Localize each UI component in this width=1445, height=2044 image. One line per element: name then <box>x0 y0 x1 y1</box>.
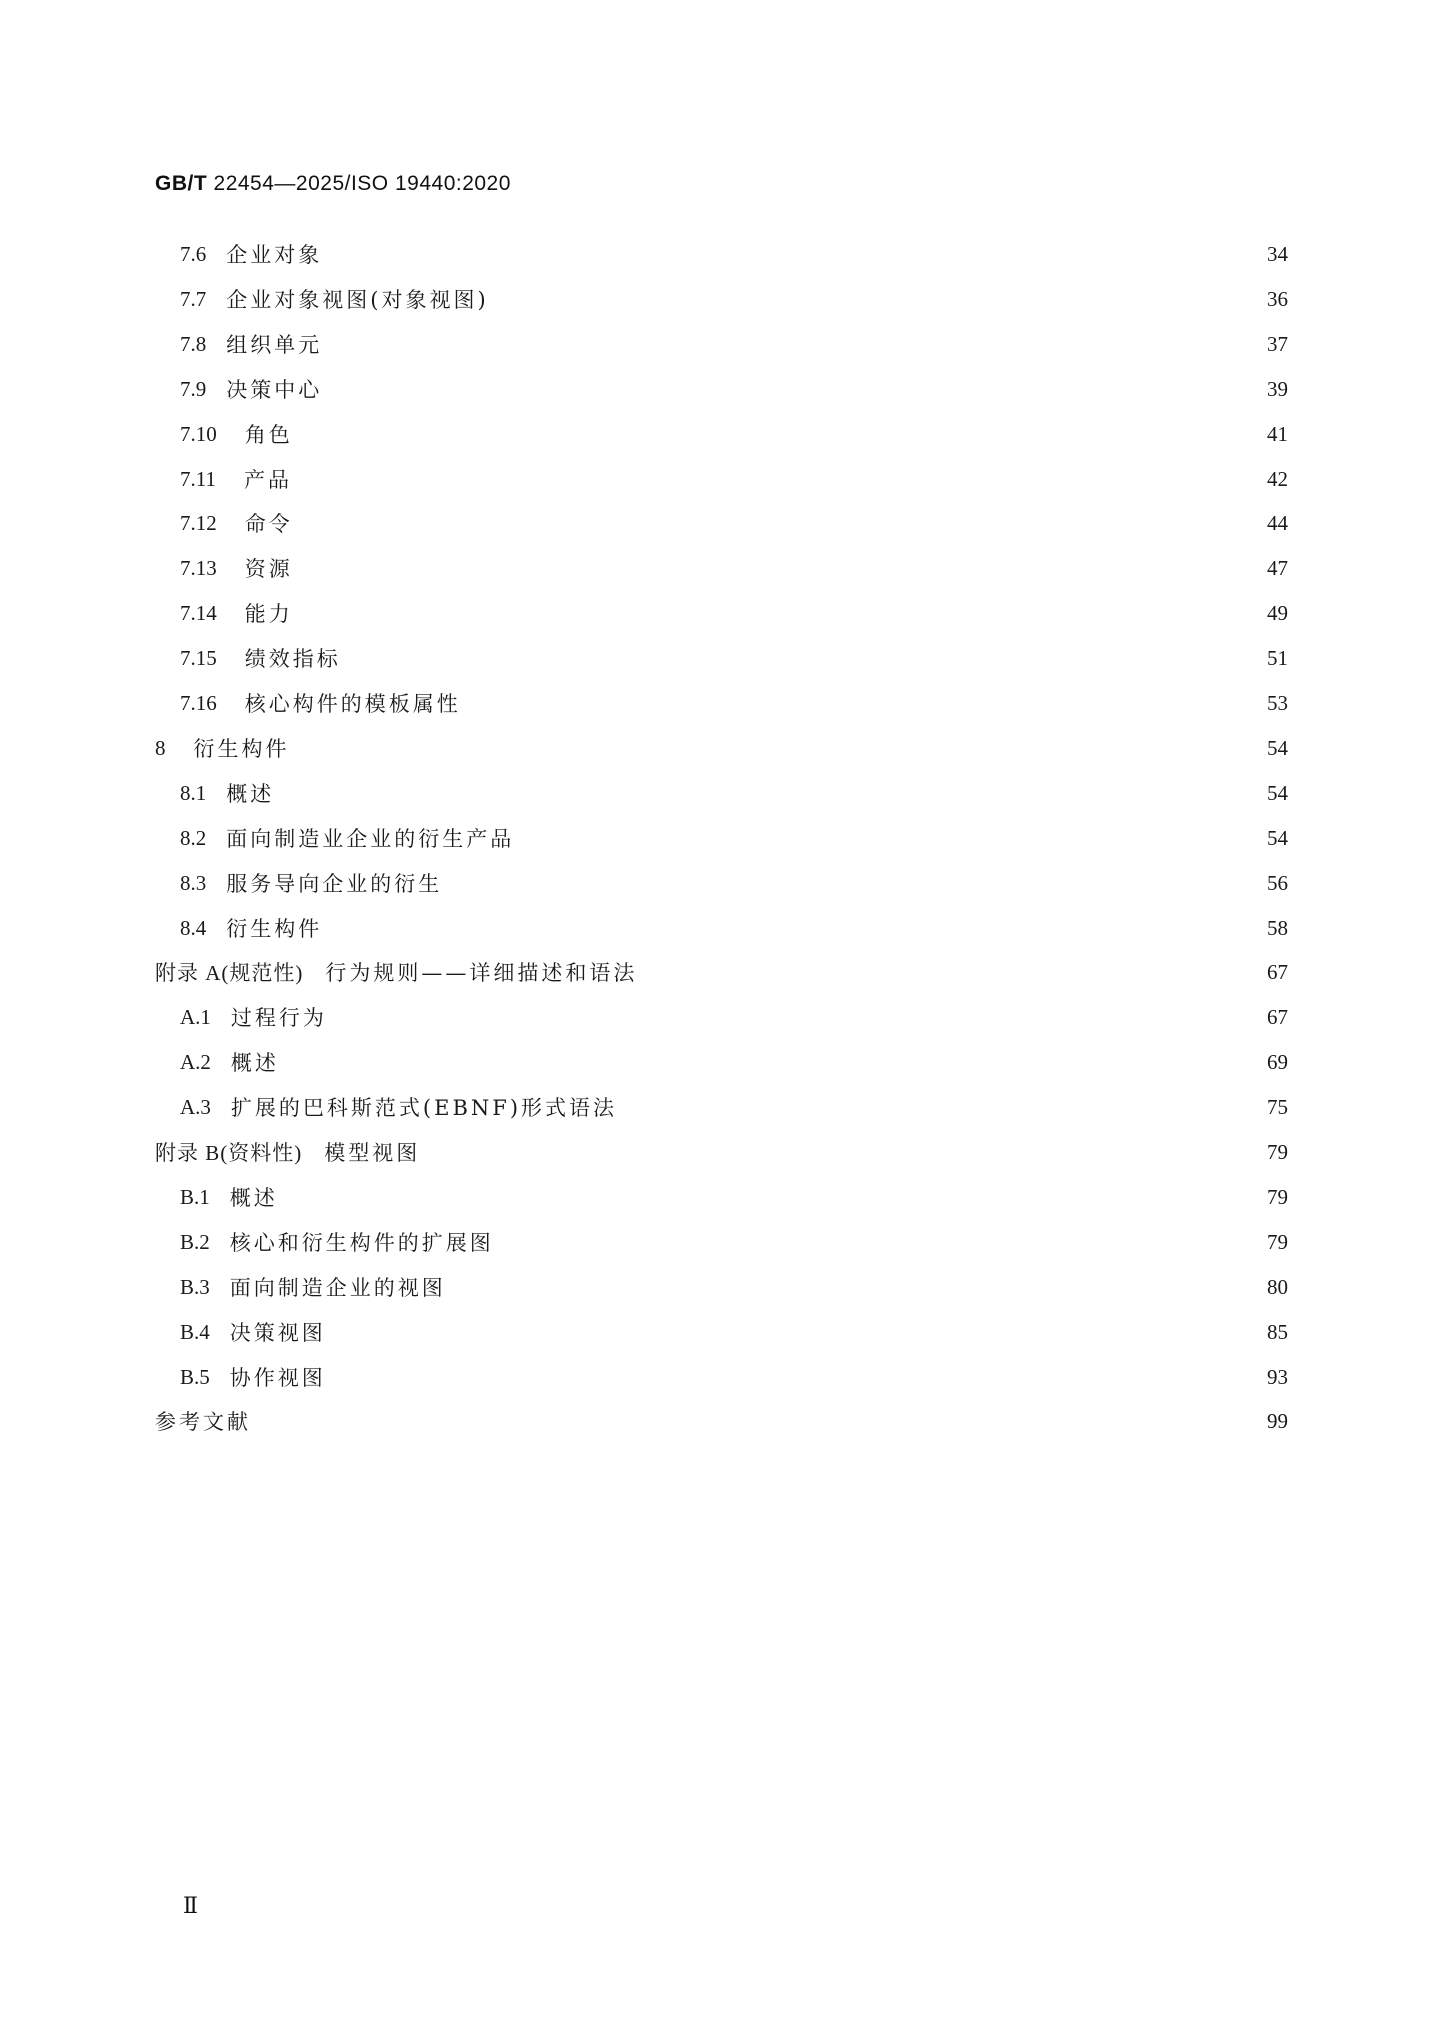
toc-entry-number: 7.7 <box>180 286 207 311</box>
toc-entry-page-number: 85 <box>1267 1319 1288 1344</box>
toc-leader-dots <box>347 647 1252 669</box>
toc-entry-title: 面向制造企业的视图 <box>229 1276 446 1300</box>
toc-entry-title: 衍生构件 <box>193 737 290 761</box>
toc-entry-number: 附录 A(规范性) <box>155 961 304 985</box>
toc-entry[interactable] <box>180 638 1288 678</box>
toc-entry-title: 决策中心 <box>226 378 323 402</box>
toc-leader-dots <box>452 1276 1252 1298</box>
toc-leader-dots <box>623 1096 1252 1118</box>
toc-leader-dots <box>257 1410 1252 1432</box>
standard-code: GB/T <box>155 172 208 195</box>
toc-entry-number: 8.3 <box>180 870 207 895</box>
toc-entry-title: 产品 <box>243 468 292 492</box>
toc-leader-dots <box>299 557 1252 579</box>
toc-entry-number: 7.10 <box>180 421 217 446</box>
toc-entry-page-number: 49 <box>1267 600 1288 625</box>
toc-entry-number: B.3 <box>180 1274 210 1299</box>
toc-entry[interactable] <box>180 1312 1288 1352</box>
toc-entry[interactable] <box>155 728 1288 768</box>
toc-entry-number: A.2 <box>180 1049 211 1074</box>
toc-entry[interactable] <box>180 548 1288 588</box>
toc-entry-title: 参考文献 <box>155 1410 251 1434</box>
toc-entry-number: 7.13 <box>180 555 217 580</box>
toc-leader-dots <box>299 512 1252 534</box>
toc-entry-title: 角色 <box>244 423 293 447</box>
toc-entry[interactable] <box>180 279 1288 319</box>
toc-entry-page-number: 53 <box>1267 690 1288 715</box>
toc-entry-page-number: 54 <box>1267 780 1288 805</box>
toc-entry[interactable] <box>155 1132 1288 1172</box>
toc-entry-title: 协作视图 <box>229 1366 326 1390</box>
toc-entry-title: 绩效指标 <box>244 647 341 671</box>
toc-entry-page-number: 54 <box>1267 735 1288 760</box>
toc-entry-page-number: 75 <box>1267 1094 1288 1119</box>
toc-entry-page-number: 79 <box>1267 1229 1288 1254</box>
toc-entry-number: 8.1 <box>180 780 207 805</box>
toc-entry-page-number: 79 <box>1267 1184 1288 1209</box>
toc-entry-page-number: 36 <box>1267 286 1288 311</box>
toc-leader-dots <box>495 288 1252 310</box>
toc-leader-dots <box>296 737 1253 759</box>
toc-entry[interactable] <box>180 369 1288 409</box>
toc-entry-number: 7.11 <box>180 466 216 491</box>
toc-entry[interactable] <box>180 1357 1288 1397</box>
toc-leader-dots <box>332 1321 1252 1343</box>
toc-leader-dots <box>284 1186 1252 1208</box>
toc-entry-title: 命令 <box>244 512 293 536</box>
toc-entry-title: 概述 <box>229 1186 278 1210</box>
toc-entry-page-number: 42 <box>1267 466 1288 491</box>
toc-entry-page-number: 44 <box>1267 510 1288 535</box>
toc-entry-title: 概述 <box>230 1051 279 1075</box>
toc-leader-dots <box>328 333 1252 355</box>
toc-leader-dots <box>285 1051 1252 1073</box>
toc-entry-number: B.2 <box>180 1229 210 1254</box>
toc-entry[interactable] <box>180 1177 1288 1217</box>
toc-entry-number: B.4 <box>180 1319 210 1344</box>
toc-entry[interactable] <box>180 324 1288 364</box>
toc-leader-dots <box>426 1141 1252 1163</box>
toc-entry-number: B.5 <box>180 1364 210 1389</box>
toc-entry[interactable] <box>180 818 1288 858</box>
toc-leader-dots <box>328 243 1252 265</box>
toc-entry-title: 企业对象视图(对象视图) <box>226 288 489 312</box>
toc-entry[interactable] <box>180 414 1288 454</box>
toc-leader-dots <box>299 423 1252 445</box>
toc-entry-page-number: 69 <box>1267 1049 1288 1074</box>
toc-entry-number: 7.16 <box>180 690 217 715</box>
toc-entry-number: 7.12 <box>180 510 217 535</box>
toc-entry-title: 扩展的巴科斯范式(EBNF)形式语法 <box>230 1096 618 1120</box>
toc-entry-page-number: 37 <box>1267 331 1288 356</box>
toc-entry-title: 过程行为 <box>230 1006 327 1030</box>
toc-entry-number: A.3 <box>180 1094 211 1119</box>
standard-number: 22454—2025/ISO 19440:2020 <box>213 172 511 195</box>
toc-leader-dots <box>448 872 1252 894</box>
toc-entry-number: 8.2 <box>180 825 207 850</box>
toc-entry-number: 7.14 <box>180 600 217 625</box>
toc-entry-number: B.1 <box>180 1184 210 1209</box>
toc-entry-page-number: 47 <box>1267 555 1288 580</box>
toc-entry-title: 核心和衍生构件的扩展图 <box>229 1231 494 1255</box>
toc-entry-title: 模型视图 <box>324 1141 421 1165</box>
toc-entry-title: 衍生构件 <box>226 917 323 941</box>
toc-entry-number: 7.15 <box>180 645 217 670</box>
toc-entry-number: 8.4 <box>180 915 207 940</box>
toc-entry-title: 核心构件的模板属性 <box>244 692 461 716</box>
page-folio: Ⅱ <box>183 1893 198 1918</box>
toc-entry-title: 服务导向企业的衍生 <box>226 872 443 896</box>
toc-entry[interactable] <box>180 503 1288 543</box>
toc-leader-dots <box>299 602 1252 624</box>
toc-leader-dots <box>328 378 1252 400</box>
toc-leader-dots <box>332 1366 1252 1388</box>
toc-leader-dots <box>500 1231 1252 1253</box>
toc-entry-page-number: 80 <box>1267 1274 1288 1299</box>
toc-entry[interactable] <box>180 997 1288 1037</box>
toc-entry[interactable] <box>180 773 1288 813</box>
toc-leader-dots <box>333 1006 1252 1028</box>
toc-leader-dots <box>280 782 1252 804</box>
toc-entry[interactable] <box>180 1042 1288 1082</box>
toc-entry-page-number: 58 <box>1267 915 1288 940</box>
toc-entry[interactable] <box>180 1222 1288 1262</box>
toc-entry-page-number: 79 <box>1267 1139 1288 1164</box>
toc-entry-title: 决策视图 <box>229 1321 326 1345</box>
toc-leader-dots <box>467 692 1252 714</box>
toc-entry[interactable] <box>180 459 1288 499</box>
toc-entry[interactable] <box>180 1087 1288 1127</box>
toc-entry-title: 资源 <box>244 557 293 581</box>
toc-entry-page-number: 67 <box>1267 959 1288 984</box>
toc-entry[interactable] <box>180 683 1288 723</box>
toc-entry[interactable] <box>180 863 1288 903</box>
toc-leader-dots <box>520 827 1252 849</box>
toc-entry-number: 附录 B(资料性) <box>155 1141 303 1165</box>
toc-entry-title: 面向制造业企业的衍生产品 <box>226 827 515 851</box>
toc-entry[interactable] <box>155 952 1288 992</box>
toc-entry-number: 7.8 <box>180 331 207 356</box>
toc-entry-title: 行为规则——详细描述和语法 <box>325 961 638 985</box>
toc-entry-page-number: 99 <box>1267 1408 1288 1433</box>
toc-entry-page-number: 67 <box>1267 1004 1288 1029</box>
toc-leader-dots <box>328 917 1252 939</box>
toc-entry-page-number: 41 <box>1267 421 1288 446</box>
toc-entry-title: 概述 <box>226 782 275 806</box>
toc-entry-page-number: 39 <box>1267 376 1288 401</box>
toc-entry-title: 组织单元 <box>226 333 323 357</box>
toc-entry-page-number: 34 <box>1267 241 1288 266</box>
toc-entry[interactable] <box>180 1267 1288 1307</box>
toc-entry[interactable] <box>180 908 1288 948</box>
toc-leader-dots <box>298 468 1252 490</box>
toc-entry[interactable] <box>180 593 1288 633</box>
toc-entry[interactable] <box>180 234 1288 274</box>
toc-entry-page-number: 51 <box>1267 645 1288 670</box>
toc-leader-dots <box>643 961 1252 983</box>
document-header <box>155 172 511 196</box>
toc-entry-page-number: 54 <box>1267 825 1288 850</box>
toc-entry-title: 企业对象 <box>226 243 323 267</box>
toc-entry-number: 8 <box>155 735 166 760</box>
toc-entry-number: 7.6 <box>180 241 207 266</box>
toc-entry-number: A.1 <box>180 1004 211 1029</box>
toc-entry-title: 能力 <box>244 602 293 626</box>
toc-entry-page-number: 56 <box>1267 870 1288 895</box>
toc-entry-number: 7.9 <box>180 376 207 401</box>
toc-entry-page-number: 93 <box>1267 1364 1288 1389</box>
toc-entry[interactable] <box>155 1401 1288 1441</box>
